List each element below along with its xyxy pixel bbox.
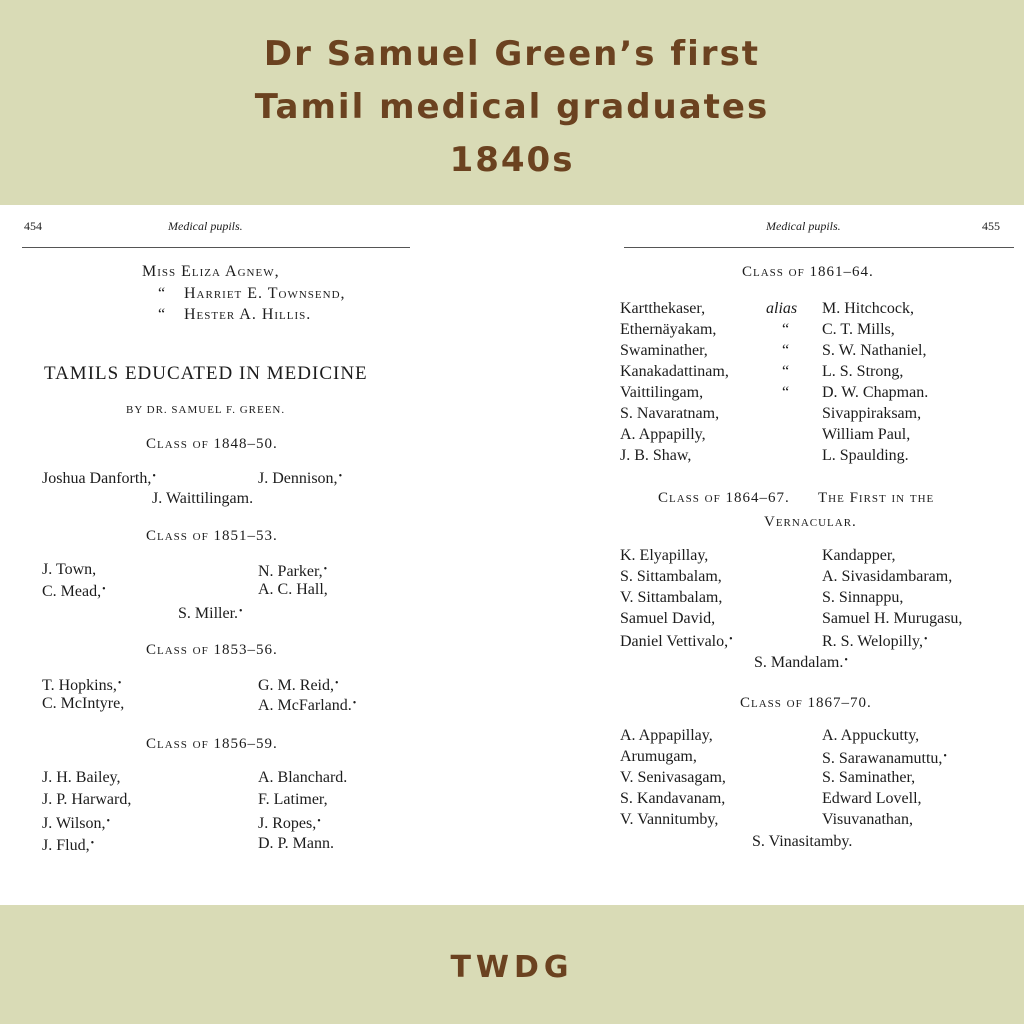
women-name-2: Harriet E. Townsend, bbox=[184, 285, 346, 302]
class-heading: Class of 1867–70. bbox=[740, 695, 872, 711]
ditto-mark: “ bbox=[782, 363, 790, 380]
graduate-alias: M. Hitchcock, bbox=[822, 300, 914, 317]
graduate-name: J. Ropes,• bbox=[258, 815, 321, 832]
graduate-name: V. Senivasagam, bbox=[620, 769, 726, 786]
women-name-1: Miss Eliza Agnew, bbox=[142, 263, 280, 280]
title-line-1: Dr Samuel Green’s first bbox=[263, 34, 761, 74]
byline: BY DR. SAMUEL F. GREEN. bbox=[126, 404, 286, 416]
graduate-name: Edward Lovell, bbox=[822, 790, 922, 807]
running-head-right: Medical pupils. bbox=[766, 219, 841, 233]
class-heading-note: Vernacular. bbox=[764, 514, 857, 530]
graduate-name: S. Mandalam.• bbox=[754, 654, 848, 671]
graduate-name: S. Sittambalam, bbox=[620, 568, 722, 585]
graduate-name: S. Sarawanamuttu,• bbox=[822, 750, 947, 767]
graduate-name: William Paul, bbox=[822, 426, 911, 443]
section-heading: TAMILS EDUCATED IN MEDICINE bbox=[44, 363, 368, 384]
title-line-2: Tamil medical graduates bbox=[254, 87, 770, 127]
graduate-name: V. Vannitumby, bbox=[620, 811, 719, 828]
running-head-left: Medical pupils. bbox=[168, 219, 243, 233]
graduate-name: A. McFarland.• bbox=[258, 697, 357, 714]
graduate-name: J. Town, bbox=[42, 561, 97, 578]
graduate-name: Arumugam, bbox=[620, 748, 697, 765]
women-name-3: Hester A. Hillis. bbox=[184, 306, 312, 323]
graduate-name: A. C. Hall, bbox=[258, 581, 328, 598]
graduate-name: J. Waittilingam. bbox=[152, 490, 254, 507]
graduate-name: Daniel Vettivalo,• bbox=[620, 633, 733, 650]
graduate-name: D. P. Mann. bbox=[258, 835, 335, 852]
graduate-name: J. Flud,• bbox=[42, 837, 95, 854]
graduate-name: Kandapper, bbox=[822, 547, 896, 564]
graduate-name: S. Kandavanam, bbox=[620, 790, 726, 807]
ditto-mark: “ bbox=[782, 384, 790, 401]
graduate-name: Visuvanathan, bbox=[822, 811, 914, 828]
left-page bbox=[0, 205, 512, 905]
graduate-name: Vaittilingam, bbox=[620, 384, 704, 401]
ditto-mark: “ bbox=[158, 285, 166, 302]
graduate-name: J. H. Bailey, bbox=[42, 769, 121, 786]
graduate-name: A. Appapillay, bbox=[620, 727, 713, 744]
graduate-alias: C. T. Mills, bbox=[822, 321, 895, 338]
class-heading: Class of 1848–50. bbox=[146, 436, 278, 452]
header-rule-left bbox=[22, 247, 410, 248]
ditto-mark: “ bbox=[782, 321, 790, 338]
graduate-name: Swaminather, bbox=[620, 342, 708, 359]
graduate-alias: S. W. Nathaniel, bbox=[822, 342, 927, 359]
header-rule-right bbox=[624, 247, 1014, 248]
graduate-name: N. Parker,• bbox=[258, 563, 328, 580]
graduate-name: Kanakadattinam, bbox=[620, 363, 729, 380]
graduate-name: A. Sivasidambaram, bbox=[822, 568, 953, 585]
class-heading: Class of 1856–59. bbox=[146, 736, 278, 752]
graduate-name: C. Mead,• bbox=[42, 583, 106, 600]
page-number-right: 455 bbox=[982, 219, 1000, 233]
graduate-name: S. Navaratnam, bbox=[620, 405, 720, 422]
graduate-name: Joshua Danforth,• bbox=[42, 470, 156, 487]
graduate-name: C. McIntyre, bbox=[42, 695, 125, 712]
graduate-name: Sivappiraksam, bbox=[822, 405, 922, 422]
graduate-name: S. Vinasitamby. bbox=[752, 833, 853, 850]
page-number-left: 454 bbox=[24, 219, 42, 233]
graduate-name: V. Sittambalam, bbox=[620, 589, 723, 606]
graduate-name: Ethernäyakam, bbox=[620, 321, 717, 338]
class-heading: Class of 1853–56. bbox=[146, 642, 278, 658]
footer-text: TWDG bbox=[450, 950, 574, 985]
graduate-name: Samuel H. Murugasu, bbox=[822, 610, 963, 627]
title-line-3: 1840s bbox=[449, 140, 575, 180]
graduate-name: R. S. Welopilly,• bbox=[822, 633, 928, 650]
graduate-name: F. Latimer, bbox=[258, 791, 328, 808]
graduate-name: A. Blanchard. bbox=[258, 769, 348, 786]
graduate-name: A. Appuckutty, bbox=[822, 727, 920, 744]
graduate-name: S. Miller.• bbox=[178, 605, 243, 622]
class-heading: Class of 1864–67. bbox=[658, 490, 790, 506]
graduate-name: L. Spaulding. bbox=[822, 447, 909, 464]
class-heading: Class of 1851–53. bbox=[146, 528, 278, 544]
graduate-alias: L. S. Strong, bbox=[822, 363, 904, 380]
right-page bbox=[512, 205, 1024, 905]
ditto-mark: “ bbox=[158, 306, 166, 323]
graduate-name: Samuel David, bbox=[620, 610, 716, 627]
graduate-name: J. Dennison,• bbox=[258, 470, 343, 487]
graduate-name: G. M. Reid,• bbox=[258, 677, 339, 694]
graduate-alias: D. W. Chapman. bbox=[822, 384, 929, 401]
alias-label: alias bbox=[766, 300, 798, 317]
graduate-name: J. P. Harward, bbox=[42, 791, 132, 808]
graduate-name: J. B. Shaw, bbox=[620, 447, 692, 464]
graduate-name: J. Wilson,• bbox=[42, 815, 111, 832]
graduate-name: T. Hopkins,• bbox=[42, 677, 122, 694]
ditto-mark: “ bbox=[782, 342, 790, 359]
graduate-name: Kartthekaser, bbox=[620, 300, 706, 317]
class-heading-note: The First in the bbox=[818, 490, 935, 506]
class-heading: Class of 1861–64. bbox=[742, 264, 874, 280]
graduate-name: S. Saminather, bbox=[822, 769, 916, 786]
graduate-name: A. Appapilly, bbox=[620, 426, 706, 443]
graduate-name: K. Elyapillay, bbox=[620, 547, 709, 564]
graduate-name: S. Sinnappu, bbox=[822, 589, 904, 606]
